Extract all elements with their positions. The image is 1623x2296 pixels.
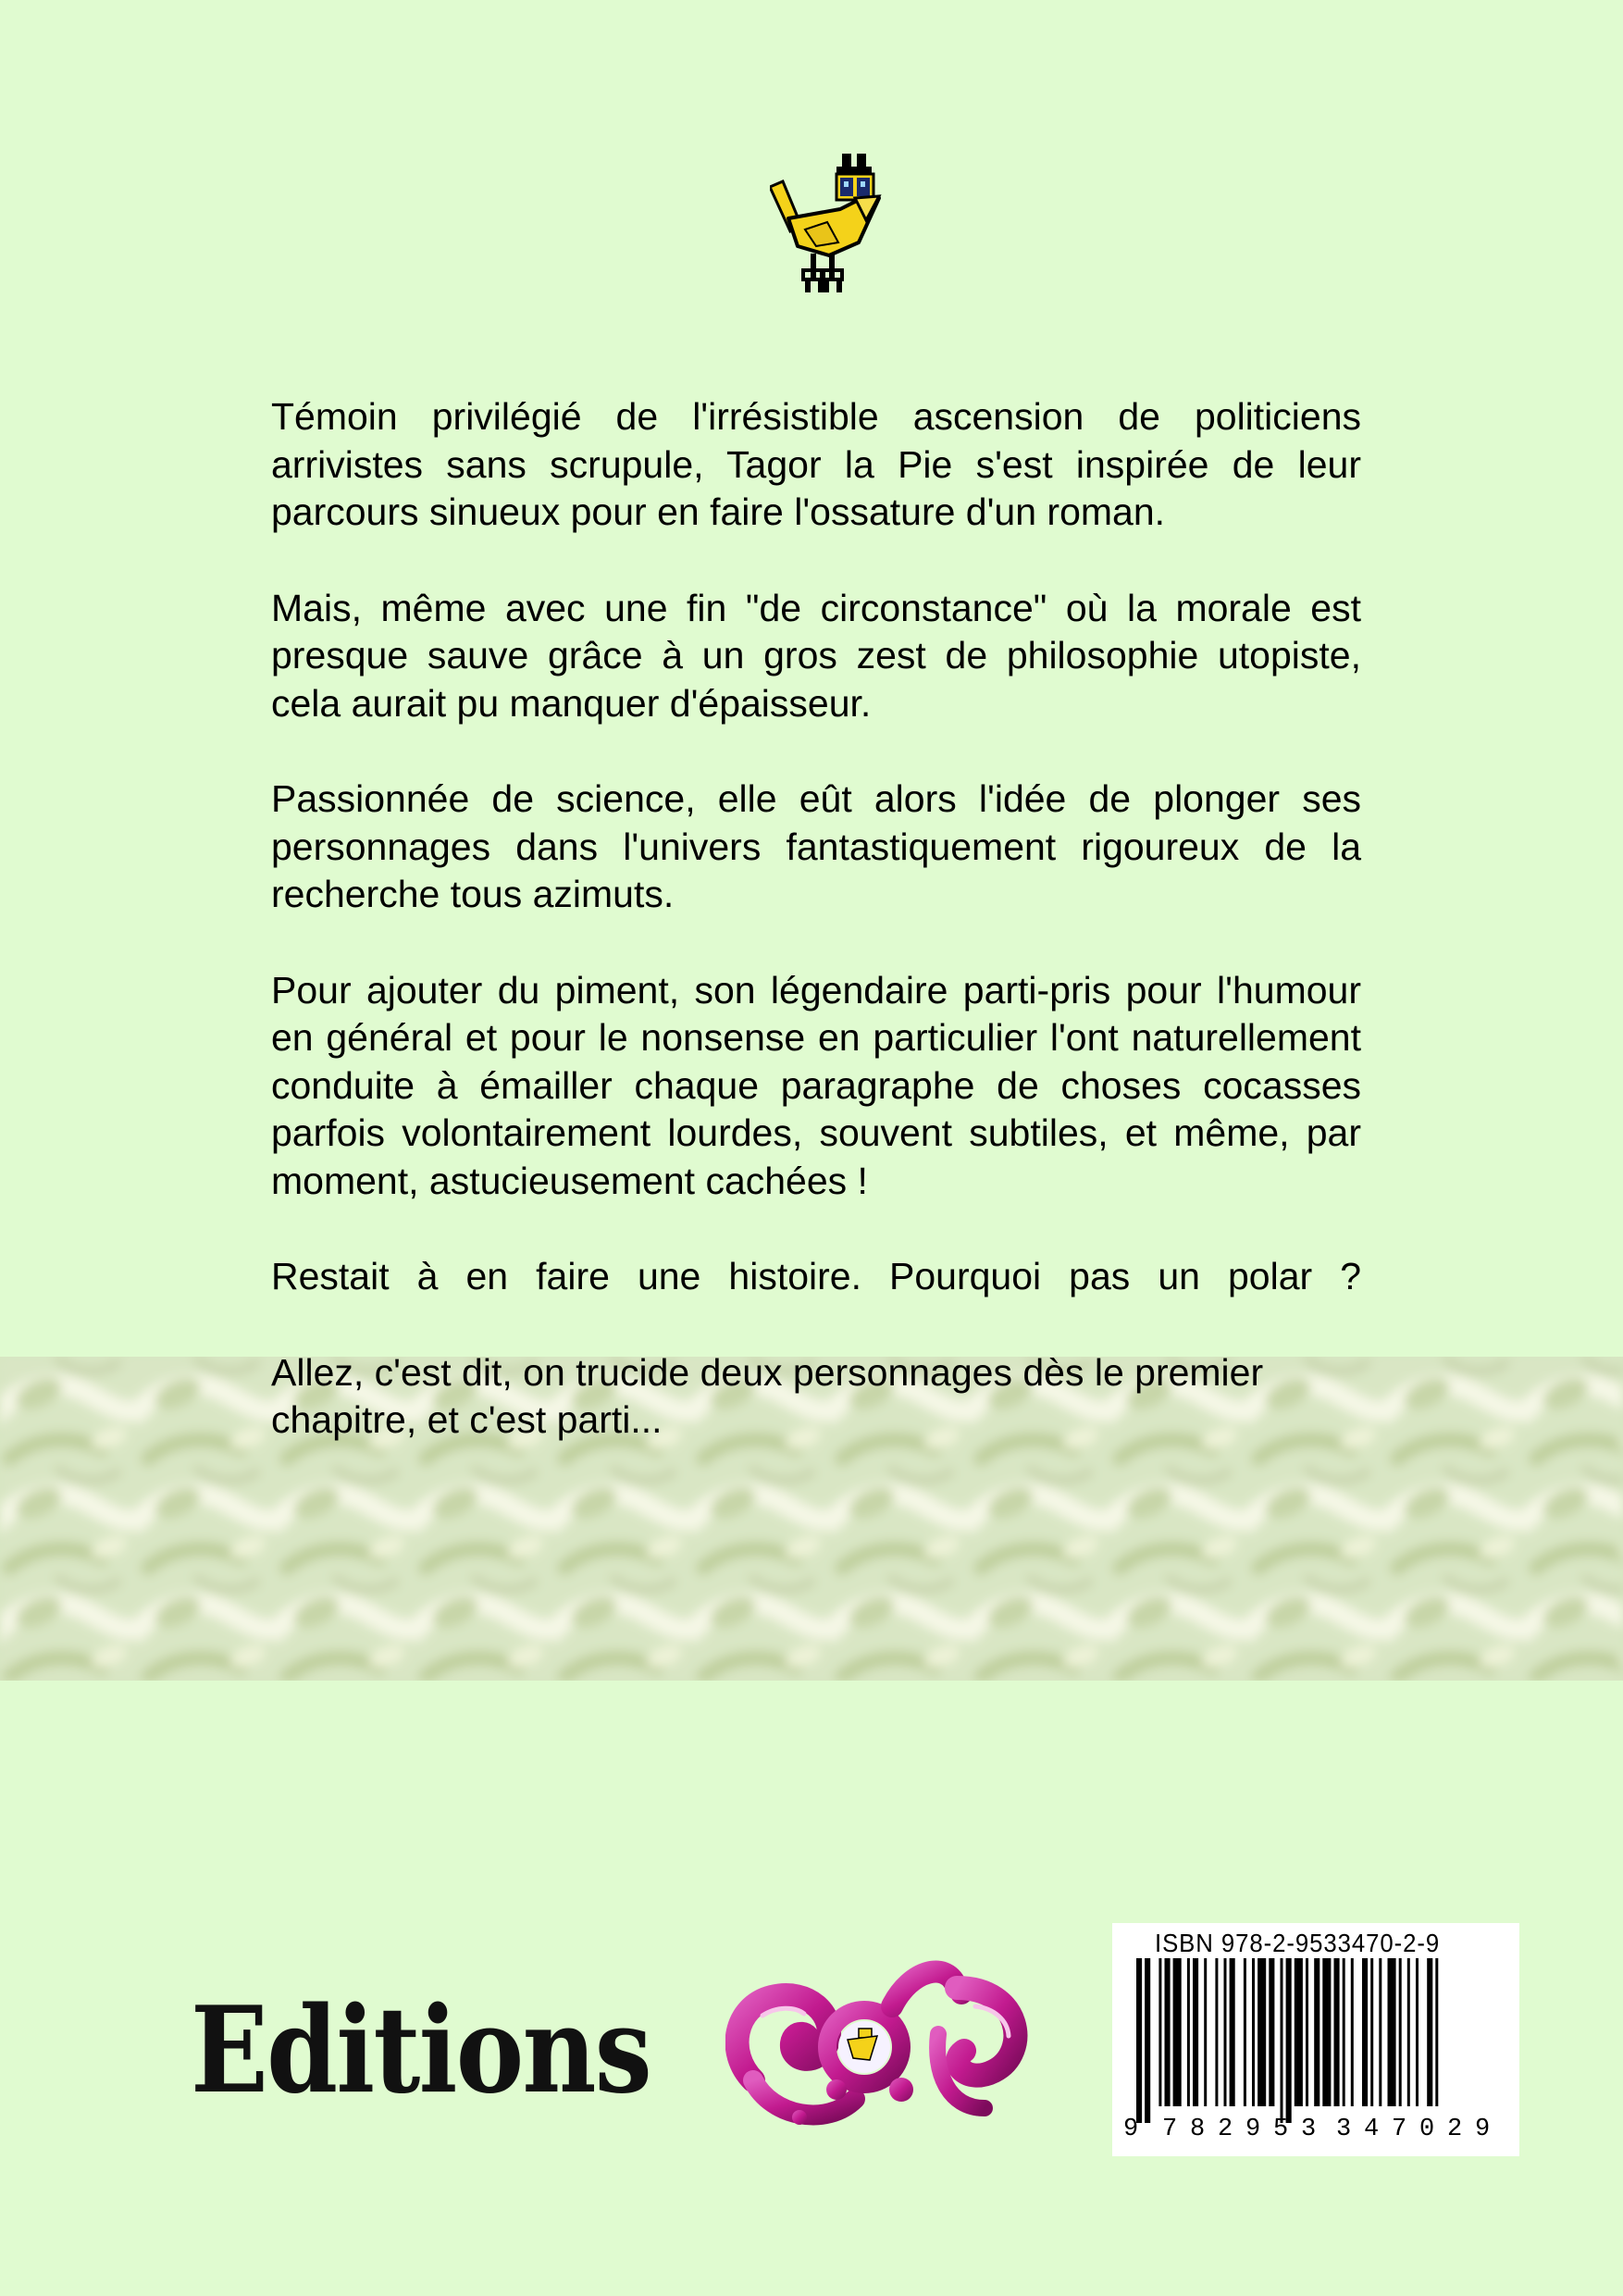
barcode-bar — [1281, 1958, 1283, 2123]
barcode-digit: 9 — [1475, 2116, 1491, 2143]
barcode-bar — [1416, 1958, 1419, 2106]
barcode-digit: 2 — [1447, 2116, 1463, 2143]
blurb-paragraph: Mais, même avec une fin "de circonstance" où la morale est presque sauve grâce à un gros zest de philosophie utopiste, cela aurait pu manquer d'épaisseur. — [271, 586, 1361, 725]
barcode-bar — [1306, 1958, 1308, 2106]
blurb-paragraph: Passionnée de science, elle eût alors l'idée de plonger ses personnages dans l'univers fantastiquement rigoureux de la recherche tous azimuts. — [271, 777, 1361, 915]
barcode-digit: 3 — [1301, 2116, 1317, 2143]
publisher-name: Editions — [191, 1981, 651, 2120]
barcode-bar — [1230, 1958, 1235, 2106]
barcode-bar — [1165, 1958, 1171, 2106]
barcode-bar — [1252, 1958, 1255, 2106]
barcode-bars — [1136, 1958, 1499, 2123]
barcode-bar — [1379, 1958, 1381, 2106]
barcode-bar — [1388, 1958, 1396, 2106]
barcode-bar — [1158, 1958, 1161, 2106]
barcode-digit: 7 — [1392, 2116, 1407, 2143]
blurb-paragraph: Pour ajouter du piment, son légendaire parti-pris pour l'humour en général et pour le nonsense en particulier l'ont naturellement conduite à émailler chaque paragraphe de choses cocasses parfois volontairement lourdes, souvent subtiles, et même, par moment, astucieusement cachées ! — [271, 968, 1361, 1202]
blurb-paragraph: Témoin privilégié de l'irrésistible ascension de politiciens arrivistes sans scrupule, Tagor la Pie s'est inspirée de leur parcours sinueux pour en faire l'ossature d'un roman. — [271, 395, 1361, 533]
barcode-bar — [1136, 1958, 1142, 2123]
publisher-logo-icon — [725, 1951, 1031, 2140]
barcode-bar — [1173, 1958, 1182, 2106]
barcode-bar — [1215, 1958, 1218, 2106]
barcode-bar — [1193, 1958, 1198, 2106]
barcode-bar — [1269, 1958, 1274, 2106]
barcode-bar — [1399, 1958, 1402, 2106]
barcode-bar — [1258, 1958, 1266, 2106]
barcode-bar — [1343, 1958, 1345, 2106]
barcode-bar — [1322, 1958, 1331, 2106]
blurb-paragraph: Allez, c'est dit, on trucide deux personnages dès le premier chapitre, et c'est parti... — [271, 1350, 1264, 1441]
blurb-paragraph: Restait à en faire une histoire. Pourquoi pas un polar ? — [271, 1255, 1361, 1297]
barcode-bar — [1362, 1958, 1368, 2106]
barcode-digit: 8 — [1190, 2116, 1206, 2143]
barcode-bar — [1295, 1958, 1303, 2106]
barcode-bar — [1370, 1958, 1373, 2106]
barcode-bar — [1427, 1958, 1432, 2106]
barcode-bar — [1407, 1958, 1410, 2106]
barcode-digit: 0 — [1419, 2116, 1435, 2143]
barcode-digit: 3 — [1336, 2116, 1352, 2143]
barcode-bar — [1286, 1958, 1292, 2123]
barcode-digit: 5 — [1273, 2116, 1289, 2143]
barcode-bar — [1145, 1958, 1150, 2123]
barcode-bar — [1204, 1958, 1207, 2106]
isbn-barcode — [1112, 1923, 1519, 2156]
barcode-digit: 2 — [1218, 2116, 1233, 2143]
bird-mascot-icon — [770, 154, 885, 292]
barcode-bar — [1314, 1958, 1319, 2106]
barcode-bar — [1435, 1958, 1438, 2106]
barcode-bar — [1244, 1958, 1246, 2106]
back-cover-blurb — [271, 393, 1361, 1445]
barcode-bar — [1351, 1958, 1354, 2106]
barcode-digit: 9 — [1245, 2116, 1261, 2143]
barcode-digit: 7 — [1162, 2116, 1178, 2143]
isbn-label: ISBN 978-2-9533470-2-9 — [1155, 1929, 1441, 1957]
barcode-digit: 4 — [1364, 2116, 1380, 2143]
barcode-bar — [1334, 1958, 1340, 2106]
barcode-bar — [1224, 1958, 1227, 2106]
barcode-digits — [1123, 2116, 1512, 2147]
barcode-bar — [1187, 1958, 1190, 2106]
barcode-digit: 9 — [1123, 2116, 1139, 2143]
